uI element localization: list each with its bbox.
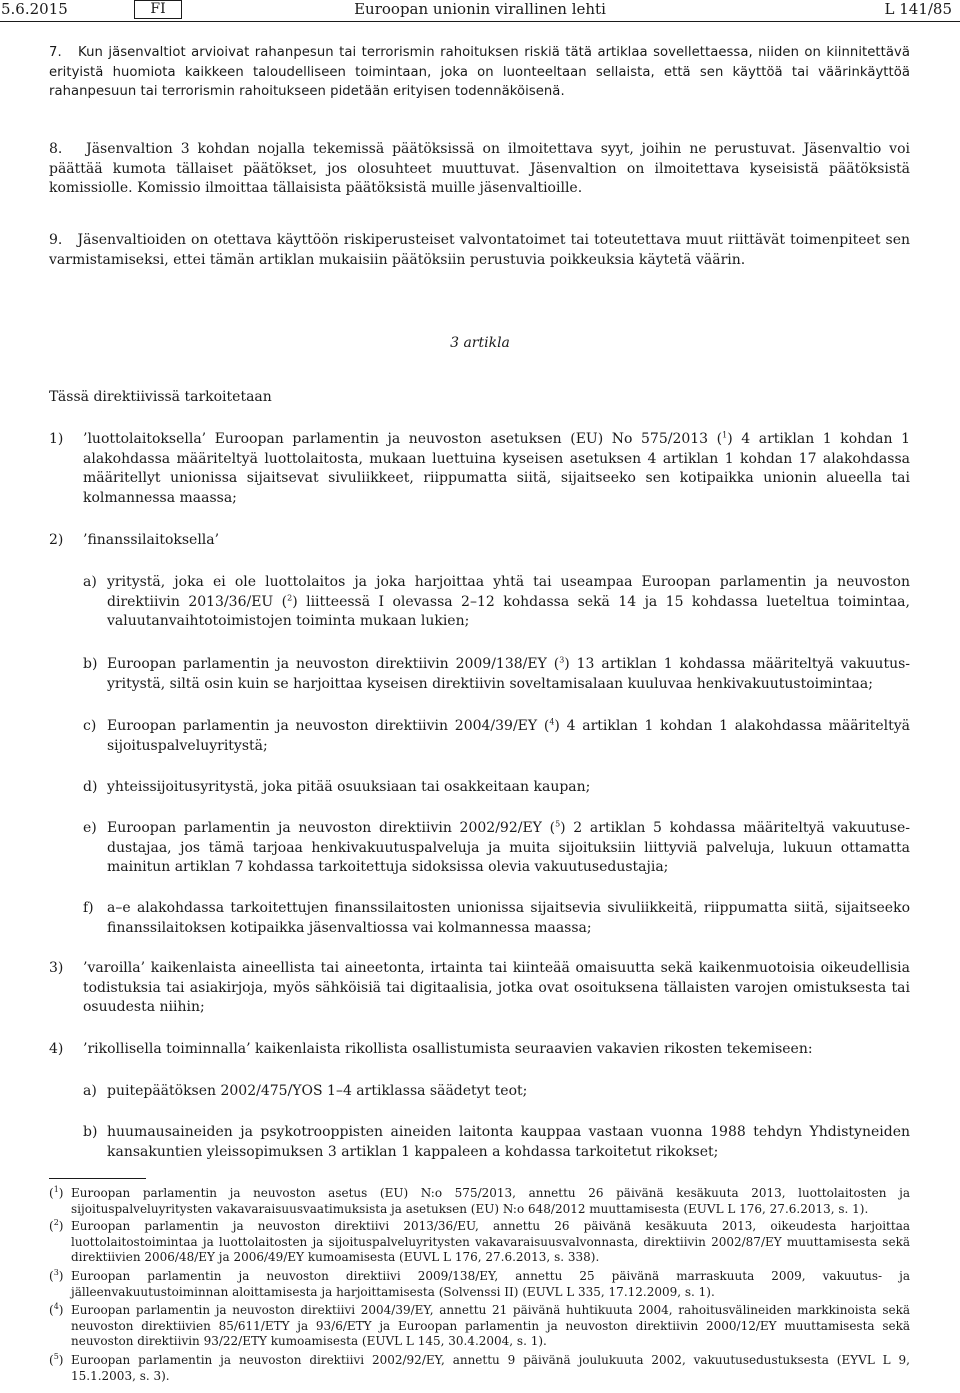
- item-text: ’varoilla’ kaikenlaista aineellista tai aineetonta, irtainta tai kiinteää omaisuutta sekä kaikenmuotoisia oikeudellisia todistuksia tai asiakirjoja, myös sähköisiä tai digitaalisia, jotka ovat osoituksena tällaisten varojen omistuksesta tai osuudesta niihin;: [83, 960, 910, 1015]
- footnote-text: Euroopan parlamentin ja neuvoston asetus (EU) N:o 575/2013, annettu 26 päivänä kesäkuuta 2013, luottolaitosten ja sijoituspalveluyritysten vakavaraisuusvaatimuksista ja asetuksen (EU) N:o 648/2012 muuttamisesta (EUVL L 176, 27.6.2013, s. 1).: [71, 1186, 910, 1216]
- item-number: 3): [49, 960, 64, 976]
- item-number: c): [83, 718, 97, 734]
- item-text: Euroopan parlamentin ja neuvoston direktiivin 2002/92/EY ($^5$) 2 artiklan 5 kohdassa määriteltyä vakuutuse-dustajaa, jos tämä tarjoaa henkivakuutuspalveluja ja muita sijoituksiin liittyviä palveluja, lukuun ottamatta mainitun artiklan 7 kohdassa tarkoitettuja sidoksissa olevia vakuutusedustajia;: [107, 819, 911, 875]
- footnote-ref[interactable]: 1: [722, 430, 728, 440]
- item-text: yritystä, joka ei ole luottolaitos ja joka harjoittaa yhtä tai useampaa Euroopan parlamentin ja neuvoston direktiivin 2013/36/EU ($^2$) liitteessä I olevassa 2–12 kohdassa sekä 14 ja 15 kohdassa lueteltua toimintaa, valuutanvaihtotoimistojen toiminta mukaan lukien;: [107, 574, 910, 629]
- sub-item-4a: [83, 1082, 910, 1102]
- header-rule: [0, 21, 960, 22]
- item-number: a): [83, 574, 97, 590]
- sub-item-2a: [83, 573, 910, 632]
- sub-item-4b: [83, 1123, 910, 1162]
- article-intro: Tässä direktiivissä tarkoitetaan: [49, 389, 272, 405]
- item-text: ’luottolaitoksella’ Euroopan parlamentin ja neuvoston asetuksen (EU) No 575/2013 ($^1$) 4 artiklan 1 kohdan 1 alakohdassa määriteltyä luottolaitosta, mukaan luettuina kyseisen asetuksen 4 artiklan 1 kohdan 17 alakohdassa määritellyt unionissa sijaitsevat sivuliikkeet, riippumatta siitä, sijaitseeko sen kotipaikka unionin alueella tai kolmannessa maassa;: [83, 430, 911, 506]
- item-text: Euroopan parlamentin ja neuvoston direktiivin 2009/138/EY ($^3$) 13 artiklan 1 kohdassa määriteltyä vakuutus-yritystä, siltä osin kuin se harjoittaa kyseisen direktiivin soveltamisalaan kuuluvaa henkivakuutustoimintaa;: [107, 655, 911, 692]
- footnote-ref[interactable]: 4: [549, 717, 555, 727]
- footnote-ref[interactable]: 3: [559, 655, 565, 665]
- page-header: [0, 0, 960, 22]
- footnote-mark: 1: [53, 1185, 59, 1194]
- paragraph-text: Jäsenvaltion 3 kohdan nojalla tekemissä päätöksissä on ilmoitettava syyt, joihin ne perustuvat. Jäsenvaltio voi päättää kumota tällaiset päätökset, jos olosuhteet muuttuvat. Jäsenvaltion on ilmoitettava kyseisistä päätöksistä komissiolle. Komissio ilmoittaa tällaisista päätöksistä muille jäsenvaltioille.: [49, 141, 910, 196]
- footnote-text: Euroopan parlamentin ja neuvoston direktiivi 2009/138/EY, annettu 25 päivänä marraskuuta 2009, vakuutus- ja jälleenvakuutustoiminnan aloittamisesta ja harjoittamisesta (Solvenssi II) (EUVL L 335, 17.12.2009, s. 1).: [71, 1269, 910, 1299]
- definition-item-1: [49, 430, 910, 508]
- footnote-ref[interactable]: 2: [287, 592, 293, 602]
- item-number: 4): [49, 1041, 64, 1057]
- item-number: a): [83, 1083, 97, 1099]
- footnote-4: ($^4$) Euroopan parlamentin ja neuvoston direktiivi 2004/39/EY, annettu 21 päivänä huhtikuuta 2004, rahoitusvälineiden markkinoista sekä neuvoston direktiivien 85/611/ETY ja 93/6/ETY ja Euroopan parlamentin ja neuvoston direktiivin 2000/12/EY muuttamisesta sekä neuvoston direktiivin 93/22/ETY kumoamisesta (EUVL L 145, 30.4.2004, s. 1).: [49, 1302, 910, 1348]
- publication-date: 5.6.2015: [1, 0, 68, 18]
- footnote-mark: 4: [53, 1302, 59, 1311]
- definition-item-2: [49, 531, 910, 551]
- language-box: FI: [134, 0, 182, 19]
- paragraph-number: 8.: [49, 141, 63, 157]
- footnote-mark: 3: [53, 1268, 59, 1277]
- paragraph-7: [49, 43, 910, 102]
- paragraph-9: [49, 231, 910, 270]
- sub-item-2f: [83, 899, 910, 938]
- item-number: d): [83, 779, 98, 795]
- item-number: 1): [49, 431, 64, 447]
- journal-title: Euroopan unionin virallinen lehti: [354, 0, 606, 18]
- paragraph-text: Kun jäsenvaltiot arvioivat rahanpesun tai terrorismin rahoituksen riskiä tätä artiklaa sovellettaessa, niiden on kiinnitettävä erityistä huomiota kaikkeen taloudelliseen toimintaan, joka on luonteeltaan sellaista, että sen käyttöä tai väärinkäyttöä rahanpesuun tai terrorismin rahoitukseen pidetään erityisen todennäköisenä.: [49, 45, 910, 99]
- paragraph-8: [49, 140, 910, 199]
- item-text: a–e alakohdassa tarkoitettujen finanssilaitosten unionissa sijaitsevia sivuliikkeitä, riippumatta siitä, sijaitseeko finanssilaitoksen kotipaikka jäsenvaltiossa vai kolmannessa maassa;: [107, 900, 910, 936]
- item-number: b): [83, 656, 98, 672]
- paragraph-number: 9.: [49, 232, 63, 248]
- footnote-1: ($^1$) Euroopan parlamentin ja neuvoston asetus (EU) N:o 575/2013, annettu 26 päivänä kesäkuuta 2013, luottolaitosten ja sijoituspalveluyritysten vakavaraisuusvaatimuksista ja asetuksen (EU) N:o 648/2012 muuttamisesta (EUVL L 176, 27.6.2013, s. 1).: [49, 1185, 910, 1216]
- article-title: 3 artikla: [450, 335, 510, 351]
- sub-item-2b: [83, 655, 910, 694]
- footnote-mark: 2: [53, 1218, 59, 1227]
- item-text: yhteissijoitusyritystä, joka pitää osuuksiaan tai osakkeitaan kaupan;: [107, 779, 591, 795]
- item-number: e): [83, 820, 97, 836]
- paragraph-text: Jäsenvaltioiden on otettava käyttöön riskiperusteiset valvontatoimet tai toteutettava muut riittävät toimenpiteet sen varmistamiseksi, ettei tämän artiklan mukaisiin päätöksiin perustuvia poikkeuksia käytetä väärin.: [49, 232, 910, 268]
- item-number: b): [83, 1124, 98, 1140]
- item-text: ’finanssilaitoksella’: [83, 532, 220, 548]
- page-reference: L 141/85: [884, 0, 952, 18]
- sub-item-2d: [83, 778, 910, 798]
- item-text: Euroopan parlamentin ja neuvoston direktiivin 2004/39/EY ($^4$) 4 artiklan 1 kohdan 1 alakohdassa määriteltyä sijoituspalveluyritystä;: [107, 717, 910, 754]
- footnote-text: Euroopan parlamentin ja neuvoston direktiivi 2002/92/EY, annettu 9 päivänä joulukuuta 2002, vakuutusedustuksesta (EYVL L 9, 15.1.2003, s. 3).: [71, 1353, 910, 1383]
- footnote-2: ($^2$) Euroopan parlamentin ja neuvoston direktiivi 2013/36/EU, annettu 26 päivänä kesäkuuta 2013, oikeudesta harjoittaa luottolaitostoimintaa ja luottolaitosten ja sijoituspalveluyritysten vakavaraisuusvalvonnasta, direktiivin 2002/87/EY muuttamisesta sekä direktiivien 2006/48/EY ja 2006/49/EY kumoamisesta (EUVL L 176, 27.6.2013, s. 338).: [49, 1218, 910, 1264]
- sub-item-2e: [83, 819, 910, 878]
- item-text: huumausaineiden ja psykotrooppisten aineiden laitonta kauppaa vastaan vuonna 1988 tehdyn Yhdistyneiden kansakuntien yleissopimuksen 3 artiklan 1 kappaleen a kohdassa tarkoitetut rikokset;: [107, 1124, 910, 1160]
- item-text: ’rikollisella toiminnalla’ kaikenlaista rikollista osallistumista seuraavien vakavien rikosten tekemiseen:: [83, 1041, 813, 1057]
- footnote-mark: 5: [53, 1352, 59, 1361]
- footnote-3: ($^3$) Euroopan parlamentin ja neuvoston direktiivi 2009/138/EY, annettu 25 päivänä marraskuuta 2009, vakuutus- ja jälleenvakuutustoiminnan aloittamisesta ja harjoittamisesta (Solvenssi II) (EUVL L 335, 17.12.2009, s. 1).: [49, 1268, 910, 1299]
- paragraph-number: 7.: [49, 45, 62, 60]
- definition-item-3: [49, 959, 910, 1018]
- item-number: 2): [49, 532, 64, 548]
- item-text: puitepäätöksen 2002/475/YOS 1–4 artiklassa säädetyt teot;: [107, 1083, 528, 1099]
- item-number: f): [83, 900, 94, 916]
- footnote-text: Euroopan parlamentin ja neuvoston direktiivi 2004/39/EY, annettu 21 päivänä huhtikuuta 2004, rahoitusvälineiden markkinoista sekä neuvoston direktiivien 85/611/ETY ja 93/6/ETY ja Euroopan parlamentin ja neuvoston direktiivin 2000/12/EY muuttamisesta sekä neuvoston direktiivin 93/22/ETY kumoamisesta (EUVL L 145, 30.4.2004, s. 1).: [71, 1303, 910, 1348]
- footnote-5: ($^5$) Euroopan parlamentin ja neuvoston direktiivi 2002/92/EY, annettu 9 päivänä joulukuuta 2002, vakuutusedustuksesta (EYVL L 9, 15.1.2003, s. 3).: [49, 1352, 910, 1383]
- footnote-ref[interactable]: 5: [555, 819, 561, 829]
- definition-item-4: [49, 1040, 910, 1060]
- sub-item-2c: [83, 717, 910, 756]
- footnote-text: Euroopan parlamentin ja neuvoston direktiivi 2013/36/EU, annettu 26 päivänä kesäkuuta 2013, oikeudesta harjoittaa luottolaitostoimintaa ja luottolaitosten ja sijoituspalveluyritysten vakavaraisuusvalvonnasta, direktiivin 2002/87/EY muuttamisesta sekä direktiivien 2006/48/EY ja 2006/49/EY kumoamisesta (EUVL L 176, 27.6.2013, s. 338).: [71, 1219, 910, 1264]
- footnote-separator: [49, 1178, 146, 1179]
